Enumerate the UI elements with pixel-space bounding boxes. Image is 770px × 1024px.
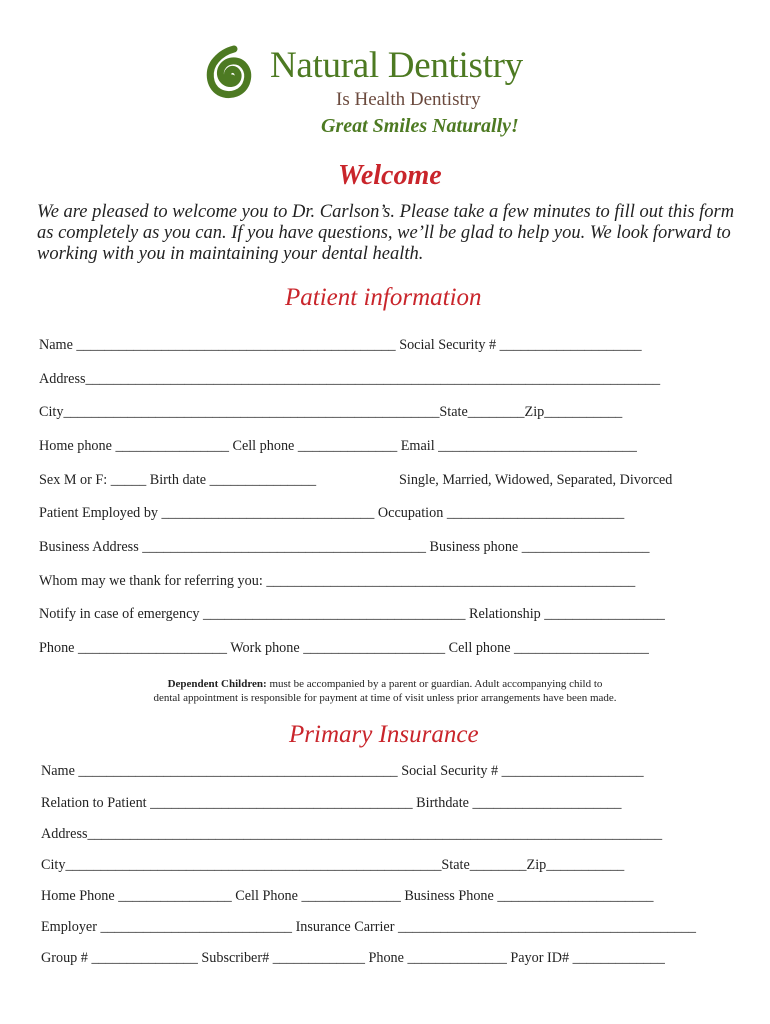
- relation-birthdate-field[interactable]: Relation to Patient _____________________________________ Birthdate _____________________: [41, 795, 622, 811]
- brand-name: Natural Dentistry: [270, 45, 523, 86]
- phone-email-field[interactable]: Home phone ________________ Cell phone ______________ Email ____________________________: [39, 438, 637, 454]
- spiral-logo-icon: [204, 44, 260, 110]
- welcome-line: as completely as you can. If you have questions, we’ll be glad to help you. We look forward to: [37, 223, 731, 243]
- dependent-note-label: Dependent Children:: [167, 678, 267, 690]
- marital-status-options[interactable]: Single, Married, Widowed, Separated, Divorced: [399, 472, 673, 488]
- employer-occupation-field[interactable]: Patient Employed by ______________________________ Occupation _________________________: [39, 505, 625, 521]
- referral-field[interactable]: Whom may we thank for referring you: ____________________________________________________: [39, 573, 636, 589]
- name-field[interactable]: Name _____________________________________________ Social Security # ____________________: [39, 337, 642, 353]
- emergency-contact-field[interactable]: Notify in case of emergency _____________________________________ Relationship _________________: [39, 606, 665, 622]
- welcome-heading: Welcome: [338, 160, 442, 191]
- welcome-line: working with you in maintaining your dental health.: [37, 244, 424, 264]
- insured-phones-field[interactable]: Home Phone ________________ Cell Phone ______________ Business Phone ______________________: [41, 888, 654, 904]
- employer-carrier-field[interactable]: Employer ___________________________ Insurance Carrier __________________________________________: [41, 919, 696, 935]
- emergency-phones-field[interactable]: Phone _____________________ Work phone ____________________ Cell phone ___________________: [39, 640, 649, 656]
- group-subscriber-field[interactable]: Group # _______________ Subscriber# _____________ Phone ______________ Payor ID# _____________: [41, 950, 665, 966]
- insured-address-field[interactable]: Address_________________________________________________________________________________: [41, 826, 663, 842]
- dependent-note: [0, 678, 770, 690]
- sex-birthdate-field[interactable]: Sex M or F: _____ Birth date _______________: [39, 472, 317, 488]
- dependent-note-text: must be accompanied by a parent or guardian. Adult accompanying child to: [266, 678, 603, 690]
- business-address-field[interactable]: Business Address ________________________________________ Business phone __________________: [39, 539, 650, 555]
- insurance-section-title: Primary Insurance: [289, 721, 479, 748]
- brand-slogan: Great Smiles Naturally!: [321, 115, 519, 137]
- dependent-note-line: dental appointment is responsible for payment at time of visit unless prior arrangements have been made.: [153, 692, 617, 704]
- welcome-text: [37, 202, 737, 265]
- welcome-line: We are pleased to welcome you to Dr. Carlson’s. Please take a few minutes to fill out this form: [37, 202, 735, 222]
- patient-section-title: Patient information: [285, 284, 482, 311]
- city-state-zip-field[interactable]: City_____________________________________________________State________Zip___________: [39, 404, 623, 420]
- brand-tagline: Is Health Dentistry: [336, 89, 481, 110]
- insured-name-field[interactable]: Name _____________________________________________ Social Security # ____________________: [41, 763, 644, 779]
- insured-city-state-zip-field[interactable]: City_____________________________________________________State________Zip___________: [41, 857, 625, 873]
- address-field[interactable]: Address_________________________________________________________________________________: [39, 371, 661, 387]
